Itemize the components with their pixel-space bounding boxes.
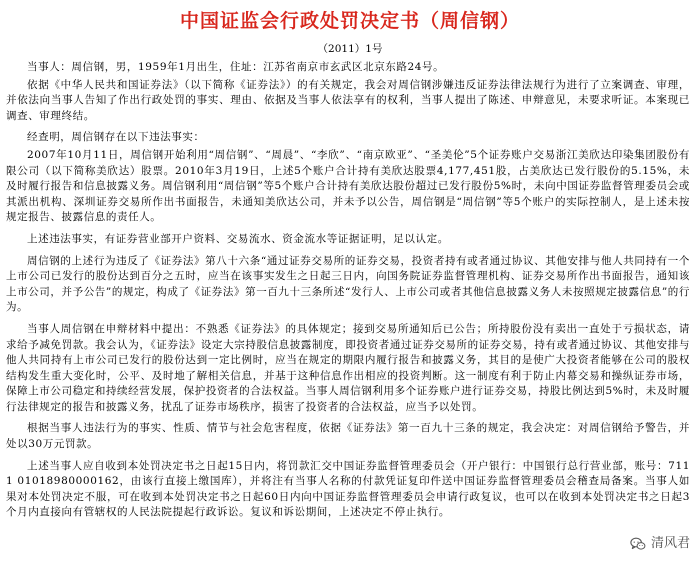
wechat-icon [629,535,647,553]
decision-paragraph: 根据当事人违法行为的事实、性质、情节与社会危害程度，依据《证券法》第一百九十三条的规定，我会决定：对周信钢给予警告，并处以30万元罚款。 [6,422,690,451]
facts-paragraph: 2007年10月11日，周信钢开始利用“周信钢”、“周晨”、“李欣”、“南京欧亚”、“圣美伦”5个证券账户交易浙江美欣达印染集团股份有限公司（以下简称美欣达）股票。2010年3月19日，上述5个账户合计持有美欣达股票4,177,451股，占美欣达已发行股份的5.15%，未及时履行报告和信息披露义务。周信钢利用“周信钢”等5个账户合计持有美欣达股份超过已发行股份5%时，未向中国证券监督管理委员会或其派出机构、深圳证券交易所作出书面报告，未通知美欣达公司，并未予以公告，周信钢是“周信钢”等5个账户的实际控制人，是上述未按规定报告、披露信息的责任人。 [6,148,690,224]
document-number: （2011）1号 [317,43,383,55]
findings-intro-paragraph: 经查明，周信钢存在以下违法事实： [27,131,205,144]
basis-paragraph: 依据《中华人民共和国证券法》（以下简称《证券法》）的有关规定，我会对周信钢涉嫌违反证券法律法规行为进行了立案调查、审理，并依法向当事人告知了作出行政处罚的事实、理由、依据及当事人依法享有的权利，当事人提出了陈述、申辩意见，未要求听证。本案现已调查、审理终结。 [6,78,690,122]
defense-paragraph: 当事人周信钢在申辩材料中提出：不熟悉《证券法》的具体规定；接到交易所通知后已公告；所持股份没有卖出一直处于亏损状态，请求给予减免罚款。我会认为，《证券法》设定大宗持股信息披露制度，即投资者通过证券交易所的证券交易，持有或者通过协议、其他安排与他人共同持有上市公司已发行的股份达到一定比例时，应当在规定的期限内履行报告和披露义务，其目的是使广大投资者能够在公司的股权结构发生重大变化时，公平、及时地了解相关信息，并基于这种信息作出相应的投资判断。这一制度有利于防止内幕交易和操纵证券市场，保障上市公司稳定和持续经营发展，保护投资者的合法权益。当事人周信钢利用多个证券账户进行证券交易，持股比例达到5%时，未及时履行法律规定的报告和披露义务，扰乱了证券市场秩序，损害了投资者的合法权益，应当予以处罚。 [6,322,690,413]
violation-paragraph: 周信钢的上述行为违反了《证券法》第八十六条“通过证券交易所的证券交易，投资者持有或者通过协议、其他安排与他人共同持有一个上市公司已发行的股份达到百分之五时，应当在该事实发生之日起三日内，向国务院证券监督管理机构、证券交易所作出书面报告，通知该上市公司，并予公告”的规定，构成了《证券法》第一百九十三条所述“发行人、上市公司或者其他信息披露义务人未按照规定披露信息”的行为。 [6,254,690,314]
payment-appeal-paragraph: 上述当事人应自收到本处罚决定书之日起15日内，将罚款汇交中国证券监督管理委员会（开户银行：中国银行总行营业部，账号：7111 01018980000162，由该行直接上缴国库），并将注有当事人名称的付款凭证复印件送中国证券监督管理委员会稽查局备案。当事人如果对本处罚决定不服，可在收到本处罚决定书之日起60日内向中国证券监督管理委员会申请行政复议，也可以在收到本处罚决定书之日起3个月内直接向有管辖权的人民法院提起行政诉讼。复议和诉讼期间，上述决定不停止执行。 [6,459,690,519]
party-paragraph: 当事人：周信钢，男，1959年1月出生，住址：江苏省南京市玄武区北京东路24号。 [27,61,445,73]
watermark [627,534,694,554]
document-body [6,60,690,521]
watermark-text: 清风君 [650,536,690,551]
evidence-paragraph: 上述违法事实，有证券营业部开户资料、交易流水、资金流水等证据证明，足以认定。 [27,232,449,245]
document-title: 中国证监会行政处罚决定书（周信钢） [179,10,520,32]
